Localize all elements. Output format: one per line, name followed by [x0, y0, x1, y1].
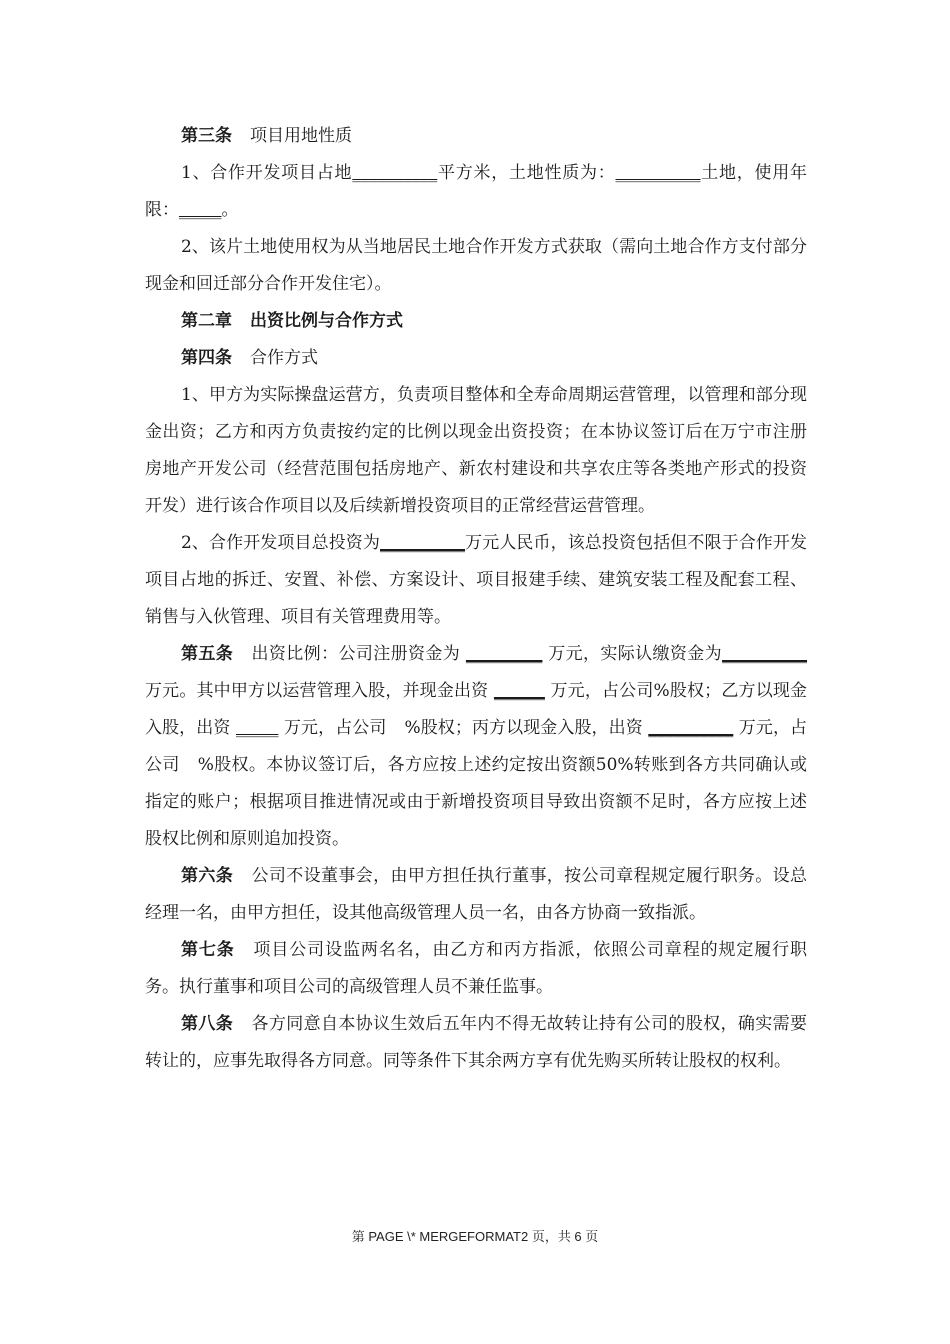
article-8-title: 第八条 [181, 1014, 234, 1034]
article-3-heading [145, 118, 807, 155]
land-nature-blank: __________ [615, 163, 701, 183]
chapter-2-title: 第二章 [181, 311, 232, 331]
party-a-cash-blank: ______ [493, 681, 545, 701]
article-4-paragraph-2: 2、合作开发项目总投资为__________万元人民币，该总投资包括但不限于合作开发项目占地的拆迁、安置、补偿、方案设计、项目报建手续、建筑安装工程及配套工程、销售与入伙管理、项目有关管理费用等。 [145, 533, 807, 627]
chapter-2-heading-text: 出资比例与合作方式 [250, 311, 403, 331]
chapter-2-heading [145, 303, 807, 340]
article-4-heading-text: 合作方式 [250, 348, 318, 368]
subscribed-capital-blank: __________ [722, 644, 808, 664]
party-b-cash-blank: _____ [235, 718, 279, 738]
document-body [145, 118, 807, 1080]
article-3-paragraph-1: 1、合作开发项目占地__________平方米，土地性质为：__________土地，使用年限：_____。 [145, 163, 807, 220]
registered-capital-blank: _________ [465, 644, 543, 664]
article-4-title: 第四条 [181, 348, 232, 368]
land-term-blank: _____ [179, 200, 222, 220]
page-footer: 第 PAGE \* MERGEFORMAT2 页，共 6 页 [351, 1229, 599, 1244]
total-investment-blank: __________ [380, 533, 466, 553]
article-4-paragraph-1: 1、甲方为实际操盘运营方，负责项目整体和全寿命周期运营管理，以管理和部分现金出资；乙方和丙方负责按约定的比例以现金出资投资；在本协议签订后在万宁市注册房地产开发公司（经营范围包括房地产、新农村建设和共享农庄等各类地产形式的投资开发）进行该合作项目以及后续新增投资项目的正常经营运营管理。 [145, 385, 807, 516]
article-3-title: 第三条 [181, 126, 232, 146]
party-c-cash-blank: __________ [648, 718, 734, 738]
article-3-heading-text: 项目用地性质 [250, 126, 352, 146]
article-5-title: 第五条 [181, 644, 234, 664]
article-6-title: 第六条 [181, 866, 234, 886]
article-7-paragraph: 第七条 项目公司设监两名名，由乙方和丙方指派，依照公司章程的规定履行职务。执行董事和项目公司的高级管理人员不兼任监事。 [145, 940, 808, 997]
article-8-paragraph: 第八条 各方同意自本协议生效后五年内不得无故转让持有公司的股权，确实需要转让的，应事先取得各方同意。同等条件下其余两方享有优先购买所转让股权的权利。 [145, 1014, 808, 1071]
article-6-paragraph: 第六条 公司不设董事会，由甲方担任执行董事，按公司章程规定履行职务。设总经理一名，由甲方担任，设其他高级管理人员一名，由各方协商一致指派。 [145, 866, 808, 923]
article-7-title: 第七条 [181, 940, 235, 960]
article-4-heading [145, 340, 807, 377]
article-5-paragraph: 第五条 出资比例：公司注册资金为 _________ 万元，实际认缴资金为__________ 万元。其中甲方以运营管理入股，并现金出资 ______ 万元，占公司%股权；乙方以现金入股，出资 _____ 万元，占公司 %股权；丙方以现金入股，出资 __________ 万元，占公司 %股权。本协议签订后，各方应按上述约定按出资额50%转账到各方共同确认或指定的账户；根据项目推进情况或由于新增投资项目导致出资额不足时，各方应按上述股权比例和原则追加投资。 [145, 644, 808, 849]
land-area-blank: __________ [352, 163, 438, 183]
article-3-paragraph-2: 2、该片土地使用权为从当地居民土地合作开发方式获取（需向土地合作方支付部分现金和回迁部分合作开发住宅）。 [145, 237, 807, 294]
